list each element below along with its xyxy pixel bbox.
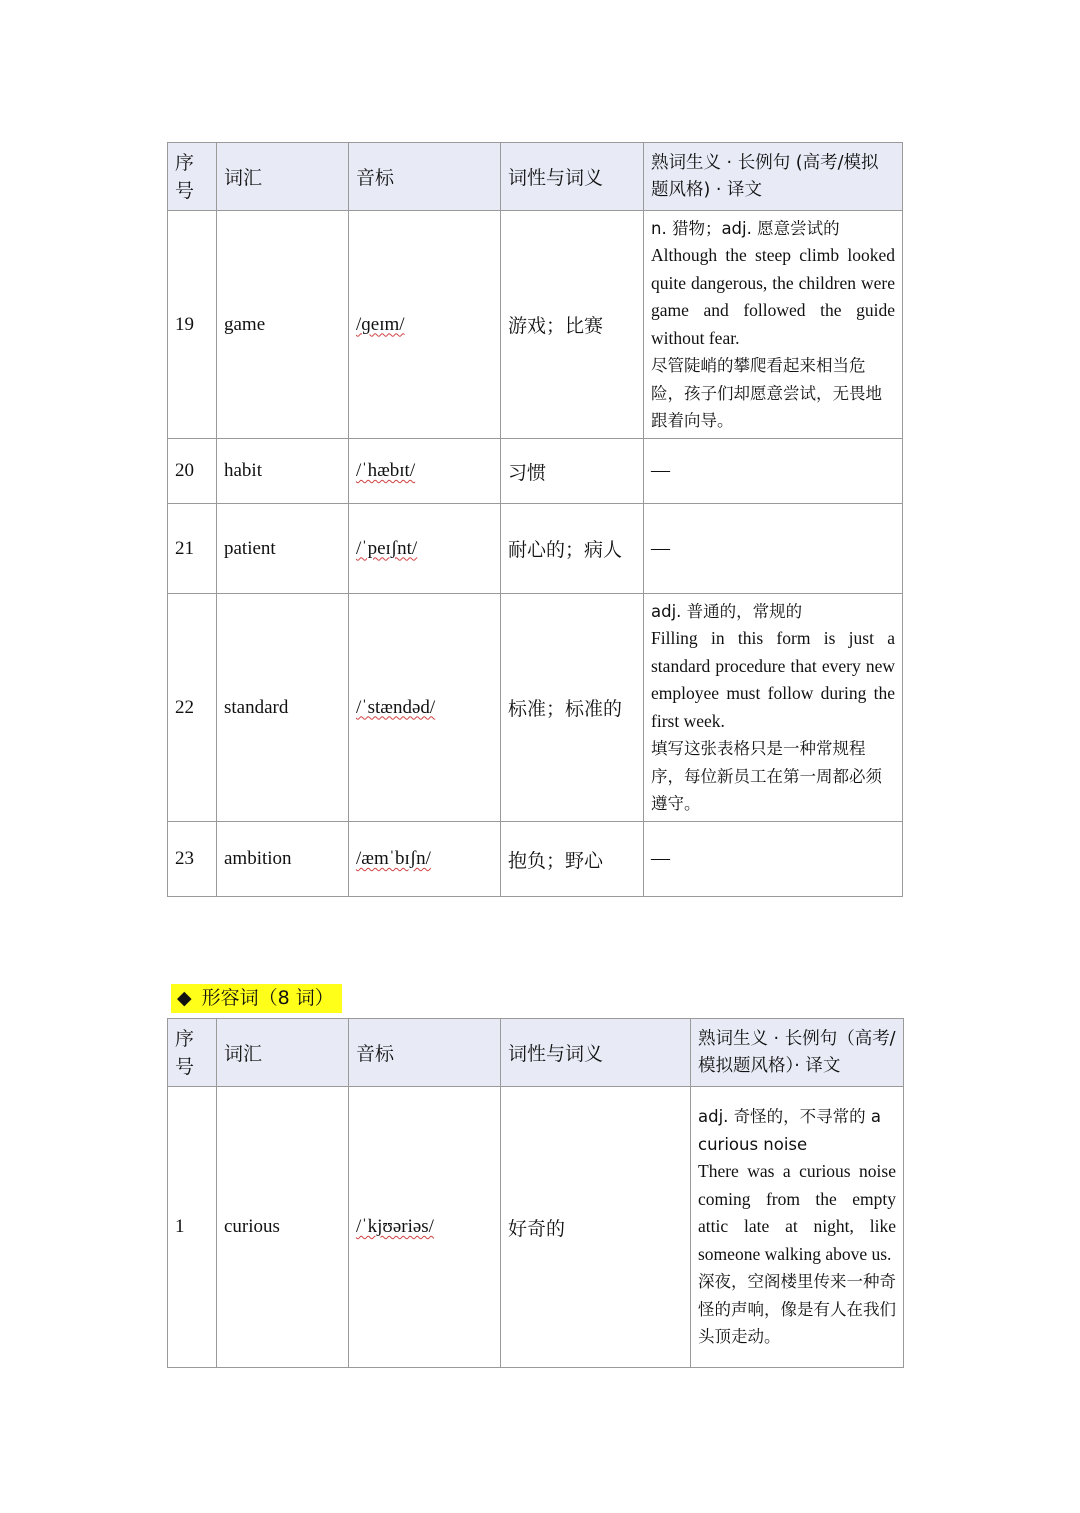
example-english: Although the steep climb looked quite dangerous, the children were game and followed the guide without fear. xyxy=(651,245,895,348)
row-word: ambition xyxy=(217,822,349,897)
row-meaning: 抱负；野心 xyxy=(501,822,644,897)
example-tag: adj. 普通的，常规的 xyxy=(651,601,803,621)
example-english: There was a curious noise coming from the empty attic late at night, like someone walking above us. xyxy=(698,1161,896,1264)
table-row xyxy=(168,1087,904,1368)
row-word: habit xyxy=(217,439,349,504)
row-num: 1 xyxy=(168,1087,217,1368)
row-example xyxy=(644,594,903,822)
row-ipa-cell xyxy=(349,594,501,822)
section-heading-text: 形容词（8 词） xyxy=(201,987,334,1009)
vocab-table-adjectives xyxy=(167,1018,904,1368)
example-tag: n. 猎物；adj. 愿意尝试的 xyxy=(651,218,840,238)
row-ipa-cell xyxy=(349,439,501,504)
header-num: 序号 xyxy=(168,1019,217,1087)
row-meaning: 耐心的；病人 xyxy=(501,504,644,594)
row-ipa: /ˈstændəd/ xyxy=(356,696,436,718)
row-num: 23 xyxy=(168,822,217,897)
header-meaning: 词性与词义 xyxy=(501,143,644,211)
row-meaning: 标准；标准的 xyxy=(501,594,644,822)
row-ipa: /ɡeɪm/ xyxy=(356,313,405,335)
table-row xyxy=(168,822,903,897)
example-english: Filling in this form is just a standard procedure that every new employee must follow during the first week. xyxy=(651,628,895,731)
header-example: 熟词生义 · 长例句 (高考/模拟题风格) · 译文 xyxy=(644,143,903,211)
row-num: 19 xyxy=(168,211,217,439)
example-chinese: 深夜，空阁楼里传来一种奇怪的声响，像是有人在我们头顶走动。 xyxy=(698,1272,896,1347)
row-ipa-cell xyxy=(349,1087,501,1368)
row-meaning: 游戏；比赛 xyxy=(501,211,644,439)
table-row xyxy=(168,439,903,504)
row-ipa: /ˈpeɪʃnt/ xyxy=(356,537,418,559)
diamond-bullet-icon: ◆ xyxy=(177,987,192,1009)
row-num: 22 xyxy=(168,594,217,822)
row-word: patient xyxy=(217,504,349,594)
row-example xyxy=(644,211,903,439)
example-chinese: 尽管陡峭的攀爬看起来相当危险，孩子们却愿意尝试，无畏地跟着向导。 xyxy=(651,356,882,430)
table-row xyxy=(168,594,903,822)
row-example-empty: — xyxy=(644,504,903,594)
header-num: 序号 xyxy=(168,143,217,211)
row-example xyxy=(691,1087,904,1368)
row-ipa-cell xyxy=(349,504,501,594)
table-header-row xyxy=(168,1019,904,1087)
row-num: 21 xyxy=(168,504,217,594)
header-meaning: 词性与词义 xyxy=(501,1019,691,1087)
row-meaning: 习惯 xyxy=(501,439,644,504)
row-meaning: 好奇的 xyxy=(501,1087,691,1368)
section-heading-adjectives xyxy=(171,984,342,1013)
header-ipa: 音标 xyxy=(349,143,501,211)
row-ipa: /ˈkjʊəriəs/ xyxy=(356,1216,434,1237)
row-ipa: /ˈhæbɪt/ xyxy=(356,460,416,481)
header-word: 词汇 xyxy=(217,143,349,211)
row-ipa-cell xyxy=(349,211,501,439)
row-ipa-cell xyxy=(349,822,501,897)
row-word: game xyxy=(217,211,349,439)
row-num: 20 xyxy=(168,439,217,504)
header-example: 熟词生义 · 长例句（高考/模拟题风格）· 译文 xyxy=(691,1019,904,1087)
header-ipa: 音标 xyxy=(349,1019,501,1087)
example-chinese: 填写这张表格只是一种常规程序，每位新员工在第一周都必须遵守。 xyxy=(651,739,882,813)
example-tag: adj. 奇怪的，不寻常的 a curious noise xyxy=(698,1107,882,1154)
row-ipa: /æmˈbɪʃn/ xyxy=(356,848,431,869)
header-word: 词汇 xyxy=(217,1019,349,1087)
vocab-table-nouns xyxy=(167,142,903,897)
row-word: standard xyxy=(217,594,349,822)
row-word: curious xyxy=(217,1087,349,1368)
table-header-row xyxy=(168,143,903,211)
table-row xyxy=(168,504,903,594)
row-example-empty: — xyxy=(644,822,903,897)
table-row xyxy=(168,211,903,439)
row-example-empty: — xyxy=(644,439,903,504)
